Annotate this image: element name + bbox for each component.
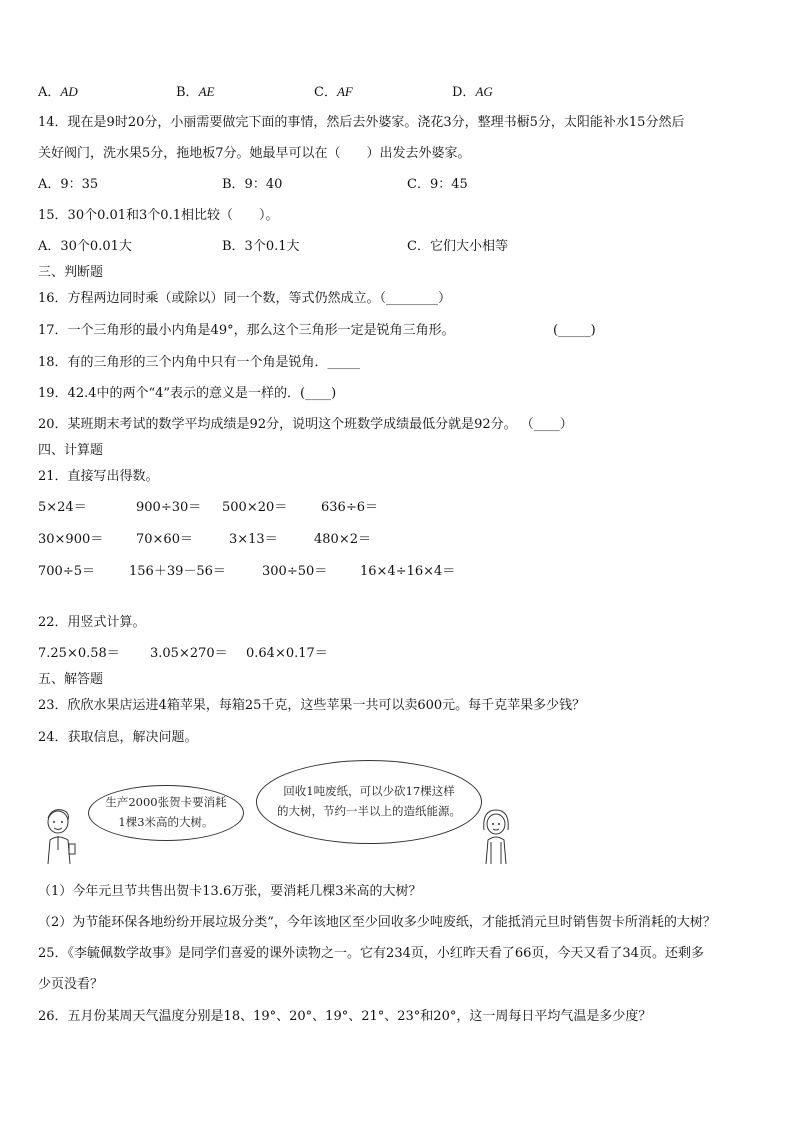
option-letter: B． [176,85,199,100]
calc-item: 7.25×0.58＝ [38,646,120,661]
calc-item: 30×900＝ [38,532,104,547]
calc-item: 480×2＝ [314,532,371,547]
q13-option-d [452,84,493,101]
section-heading-calculation: 四、计算题 [38,443,104,458]
bubble-line: 生产2000张贺卡要消耗 [105,795,227,809]
calc-item: 700÷5＝ [38,564,95,579]
calc-item: 900÷30＝ [136,500,202,515]
q15-option-b: B．3个0.1大 [222,239,300,254]
q14-line1: 14．现在是9时20分，小丽需要做完下面的事情，然后去外婆家。浇花3分，整理书橱5分，太阳能补水15分然后 [38,115,685,130]
option-letter: A． [38,85,61,100]
q14-line2: 关好阀门，洗水果5分，拖地板7分。她最早可以在（ ）出发去外婆家。 [38,146,471,161]
bubble-line: 1棵3米高的大树。 [118,815,214,829]
calc-item: 5×24＝ [38,500,87,515]
option-value: AE [198,84,215,99]
q19-text: 19．42.4中的两个“4”表示的意义是一样的．(____) [38,386,337,401]
option-letter: D． [452,85,476,100]
section-heading-judgement: 三、判断题 [38,265,104,280]
boy-illustration [40,806,80,866]
q15-option-c: C．它们大小相等 [407,239,508,254]
q16-text: 16．方程两边同时乘（或除以）同一个数，等式仍然成立。（________） [38,291,452,306]
calc-item: 156＋39－56＝ [129,564,226,579]
q25-line2: 少页没看？ [38,977,104,992]
section-heading-word-problems: 五、解答题 [38,672,104,687]
q17-blank: (_____) [553,323,596,338]
q23-text: 23．欣欣水果店运进4箱苹果，每箱25千克，这些苹果一共可以卖600元。每千克苹果多少钱？ [38,698,586,713]
q13-option-b [176,84,214,101]
q24-sub1: （1）今年元旦节共售出贺卡13.6万张，要消耗几棵3米高的大树？ [38,884,422,899]
q25-line1: 25．《李毓佩数学故事》是同学们喜爱的课外读物之一。它有234页，小红昨天看了66页，今天又看了34页。还剩多 [38,946,704,961]
q14-option-c: C．9：45 [407,177,468,192]
option-value: AD [60,84,78,99]
calc-item: 3×13＝ [229,532,278,547]
q26-text: 26．五月份某周天气温度分别是18、19°、20°、19°、21°、23°和20°，这一周每日平均气温是多少度？ [38,1009,652,1024]
q13-option-c [314,84,353,101]
q21-title: 21．直接写出得数。 [38,469,159,484]
speech-bubble-left [88,785,244,841]
option-letter: C． [314,85,337,100]
calc-item: 70×60＝ [136,532,193,547]
calc-item: 300÷50＝ [262,564,328,579]
bubble-line: 回收1吨废纸，可以少砍17棵这样 [283,784,455,798]
option-value: AG [475,84,493,99]
q20-text: 20．某班期末考试的数学平均成绩是92分，说明这个班数学成绩最低分就是92分。 （____） [38,417,573,432]
speech-bubble-right [256,760,482,844]
q15-option-a: A．30个0.01大 [38,239,132,254]
q13-option-a [38,84,78,101]
q14-option-a: A．9：35 [38,177,99,192]
option-value: AF [336,84,353,99]
q22-title: 22．用竖式计算。 [38,615,146,630]
q24-sub2: （2）为节能环保各地纷纷开展垃圾分类”，今年该地区至少回收多少吨废纸，才能抵消元旦时销售贺卡所消耗的大树？ [38,915,716,930]
q14-option-b: B．9：40 [222,177,283,192]
calc-item: 500×20＝ [222,500,288,515]
q18-text: 18．有的三角形的三个内角中只有一个角是锐角．_____ [38,355,361,370]
q17-text: 17．一个三角形的最小内角是49°，那么这个三角形一定是锐角三角形。 [38,323,455,338]
calc-item: 16×4÷16×4＝ [360,564,456,579]
calc-item: 636÷6＝ [321,500,378,515]
calc-item: 0.64×0.17＝ [246,646,328,661]
bubble-line: 的大树，节约一半以上的造纸能源。 [277,804,461,818]
girl-illustration [476,806,516,866]
q24-title: 24．获取信息，解决问题。 [38,730,198,745]
calc-item: 3.05×270＝ [150,646,228,661]
q15-text: 15．30个0.01和3个0.1相比较（ ）。 [38,208,279,223]
